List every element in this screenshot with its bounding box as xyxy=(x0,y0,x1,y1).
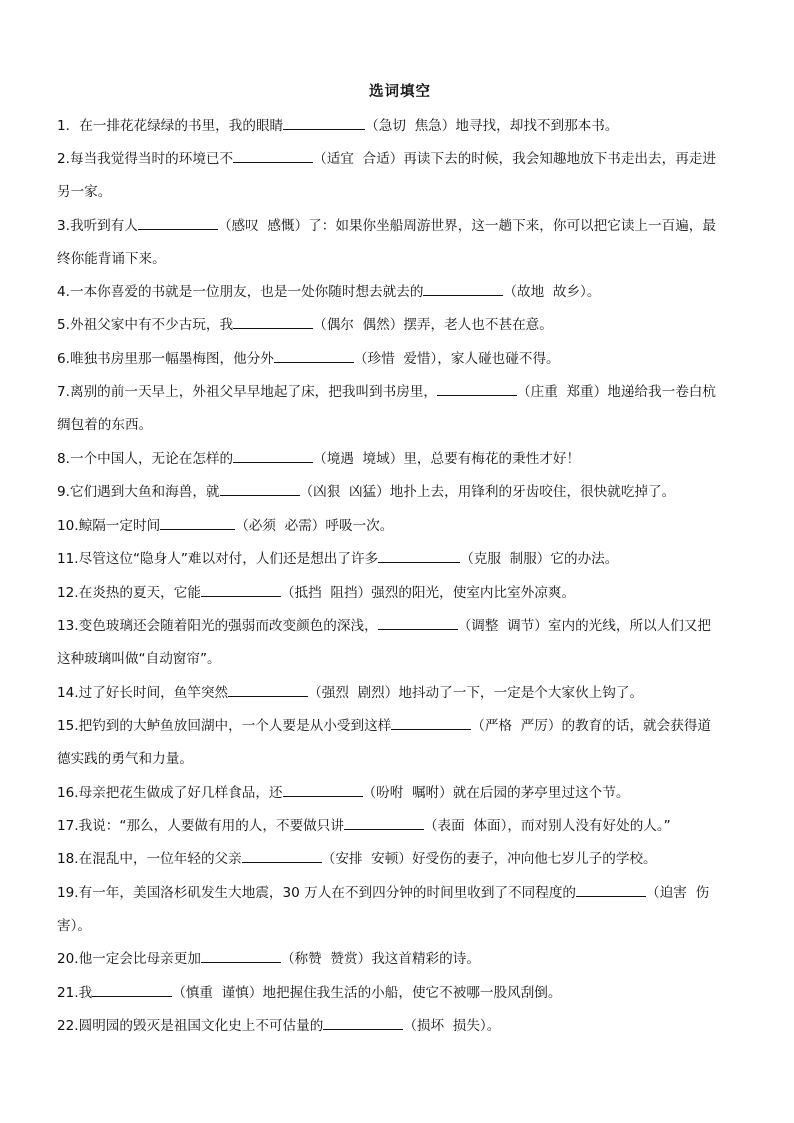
answer-blank[interactable] xyxy=(228,682,308,697)
question-text-after: 再读下去的时候，我会知趣地放下书走出去，再走进 xyxy=(403,151,716,167)
question-number: 17. xyxy=(57,818,79,834)
question-13 xyxy=(57,610,743,643)
answer-blank[interactable] xyxy=(233,148,313,163)
answer-blank[interactable] xyxy=(233,314,313,329)
word-options: （感叹 感慨） xyxy=(217,218,309,234)
answer-blank[interactable] xyxy=(138,215,218,230)
word-options: （故地 故乡） xyxy=(503,284,587,300)
question-number: 2. xyxy=(57,151,70,167)
answer-blank[interactable] xyxy=(220,481,300,496)
question-15 xyxy=(57,710,743,743)
question-number: 5. xyxy=(57,317,70,333)
question-text-before: 在一排花花绿绿的书里，我的眼睛 xyxy=(79,118,284,134)
word-options: （珍惜 爱惜） xyxy=(353,351,438,367)
question-13-continuation: 这种玻璃叫做“自动窗帘”。 xyxy=(57,651,221,667)
question-3-continuation: 终你能背诵下来。 xyxy=(57,251,166,267)
question-16 xyxy=(57,777,743,810)
question-2 xyxy=(57,143,743,176)
question-5 xyxy=(57,309,743,342)
question-number: 18. xyxy=(57,851,79,867)
question-number: 13. xyxy=(57,618,79,634)
question-text-after: 地寻找，却找不到那本书。 xyxy=(455,118,619,134)
answer-blank[interactable] xyxy=(274,348,354,363)
question-9 xyxy=(57,476,743,509)
question-22 xyxy=(57,1010,743,1043)
word-options: （克服 制服） xyxy=(460,551,551,567)
question-17 xyxy=(57,810,743,843)
question-number: 22. xyxy=(57,1018,79,1034)
answer-blank[interactable] xyxy=(283,782,363,797)
question-number: 7. xyxy=(57,384,70,400)
word-options: （调整 调节） xyxy=(457,618,548,634)
question-number: 10. xyxy=(57,518,79,534)
question-19 xyxy=(57,877,743,910)
question-text-before: 外祖父家中有不少古玩，我 xyxy=(69,317,234,333)
question-text-after: 我这首精彩的诗。 xyxy=(371,951,480,967)
answer-blank[interactable] xyxy=(391,715,471,730)
question-number: 4. xyxy=(57,284,70,300)
answer-blank[interactable] xyxy=(160,515,235,530)
question-number: 21. xyxy=(57,985,79,1001)
question-text-after: 地递给我一卷白杭 xyxy=(607,384,716,400)
word-options: （吩咐 嘱咐） xyxy=(362,785,453,801)
word-options: （损坏 损失） xyxy=(403,1018,487,1034)
word-options: （强烈 剧烈） xyxy=(308,685,399,701)
answer-blank[interactable] xyxy=(437,381,517,396)
answer-blank[interactable] xyxy=(344,815,424,830)
question-text-before: 在炎热的夏天，它能 xyxy=(78,585,201,601)
question-number: 16. xyxy=(57,785,79,801)
question-text-after: 地把握住我生活的小船，使它不被哪一股风刮倒。 xyxy=(262,985,562,1001)
question-8 xyxy=(57,443,743,476)
question-number: 6. xyxy=(57,351,70,367)
question-2-continuation: 另一家。 xyxy=(57,184,112,200)
answer-blank[interactable] xyxy=(378,548,460,563)
answer-blank[interactable] xyxy=(92,982,172,997)
question-text-before: 把钓到的大鲈鱼放回湖中，一个人要是从小受到这样 xyxy=(78,718,392,734)
question-text-after: 摆弄，老人也不甚在意。 xyxy=(403,317,553,333)
question-text-before: 在混乱中，一位年轻的父亲 xyxy=(78,851,242,867)
question-14 xyxy=(57,677,743,710)
question-text-before: 圆明园的毁灭是祖国文化史上不可估量的 xyxy=(78,1018,324,1034)
question-text-before: 变色玻璃还会随着阳光的强弱而改变颜色的深浅， xyxy=(78,618,378,634)
question-text-before: 他一定会比母亲更加 xyxy=(78,951,201,967)
question-text-after: 室内的光线，所以人们又把 xyxy=(547,618,712,634)
question-21 xyxy=(57,977,743,1010)
word-options: （凶狠 凶猛） xyxy=(299,484,390,500)
answer-blank[interactable] xyxy=(323,1015,403,1030)
answer-blank[interactable] xyxy=(201,582,281,597)
question-text-before: 尽管这位“隐身人”难以对付，人们还是想出了许多 xyxy=(78,551,379,567)
question-6 xyxy=(57,343,743,376)
question-text-after: 就在后园的茅亭里过这个节。 xyxy=(452,785,630,801)
question-20 xyxy=(57,943,743,976)
question-text-before: 离别的前一天早上，外祖父早早地起了床，把我叫到书房里， xyxy=(69,384,438,400)
question-text-after: 。 xyxy=(486,1018,501,1034)
answer-blank[interactable] xyxy=(423,281,503,296)
question-text-after: 地扑上去，用锋利的牙齿咬住，很快就吃掉了。 xyxy=(389,484,676,500)
word-options: （必须 必需） xyxy=(235,518,326,534)
question-number: 19. xyxy=(57,885,79,901)
question-number: 20. xyxy=(57,951,79,967)
question-number: 12. xyxy=(57,585,79,601)
question-text-before: 我说：“那么，人要做有用的人，不要做只讲 xyxy=(78,818,344,834)
question-4 xyxy=(57,276,743,309)
question-7 xyxy=(57,376,743,409)
question-1 xyxy=(57,110,743,143)
word-options: （境遇 境域） xyxy=(313,451,404,467)
question-text-before: 一个中国人，无论在怎样的 xyxy=(69,451,234,467)
question-text-before: 鲸隔一定时间 xyxy=(78,518,161,534)
word-options: （适宜 合适） xyxy=(313,151,404,167)
question-text-after: ，而对别人没有好处的人。” xyxy=(507,818,671,834)
answer-blank[interactable] xyxy=(283,115,365,130)
question-10 xyxy=(57,510,743,543)
question-text-before: 我 xyxy=(78,985,93,1001)
answer-blank[interactable] xyxy=(378,615,458,630)
question-18 xyxy=(57,843,743,876)
question-text-after: 它的办法。 xyxy=(550,551,619,567)
question-number: 15. xyxy=(57,718,79,734)
question-7-continuation: 绸包着的东西。 xyxy=(57,417,153,433)
answer-blank[interactable] xyxy=(201,948,281,963)
question-15-continuation: 德实践的勇气和力量。 xyxy=(57,751,193,767)
question-text-after: 里，总要有梅花的秉性才好！ xyxy=(403,451,581,467)
question-text-before: 一本你喜爱的书就是一位朋友，也是一处你随时想去就去的 xyxy=(69,284,424,300)
word-options: （安排 安顿） xyxy=(321,851,412,867)
question-11 xyxy=(57,543,743,576)
question-text-before: 我听到有人 xyxy=(69,218,138,234)
question-number: 11. xyxy=(57,551,79,567)
question-number: 14. xyxy=(57,685,79,701)
question-text-before: 有一年，美国洛杉矶发生大地震，30 万人在不到四分钟的时间里收到了不同程度的 xyxy=(78,885,577,901)
answer-blank[interactable] xyxy=(576,882,646,897)
question-text-before: 过了好长时间，鱼竿突然 xyxy=(78,685,229,701)
question-text-before: 母亲把花生做成了好几样食品，还 xyxy=(78,785,283,801)
question-text-before: 每当我觉得当时的环境已不 xyxy=(69,151,234,167)
question-text-after: 地抖动了一下，一定是个大家伙上钩了。 xyxy=(398,685,644,701)
word-options: （庄重 郑重） xyxy=(517,384,608,400)
word-options: （严格 严厉） xyxy=(471,718,562,734)
word-options: （表面 体面） xyxy=(423,818,508,834)
answer-blank[interactable] xyxy=(242,848,322,863)
answer-blank[interactable] xyxy=(233,448,313,463)
question-number: 1． xyxy=(57,118,80,134)
question-text-after: 了：如果你坐船周游世界，这一趟下来，你可以把它读上一百遍，最 xyxy=(308,218,716,234)
question-text-before: 唯独书房里那一幅墨梅图，他分外 xyxy=(69,351,274,367)
question-text-after: 好受伤的妻子，冲向他七岁儿子的学校。 xyxy=(411,851,657,867)
question-text-after: 的教育的话，就会获得道 xyxy=(561,718,712,734)
page-title: 选词填空 xyxy=(369,84,431,100)
question-12 xyxy=(57,577,743,610)
question-text-after: ，家人碰也碰不得。 xyxy=(437,351,560,367)
question-text-before: 它们遇到大鱼和海兽，就 xyxy=(69,484,220,500)
word-options: （慎重 谨慎） xyxy=(172,985,263,1001)
question-text-after: 。 xyxy=(586,284,601,300)
word-options: （抵挡 阻挡） xyxy=(280,585,372,601)
question-number: 8. xyxy=(57,451,70,467)
question-text-after: 呼吸一次。 xyxy=(325,518,394,534)
question-text-after: 强烈的阳光，使室内比室外凉爽。 xyxy=(371,585,576,601)
word-options: （偶尔 偶然） xyxy=(313,317,404,333)
question-number: 3. xyxy=(57,218,70,234)
question-number: 9. xyxy=(57,484,70,500)
word-options: （称赞 赞赏） xyxy=(280,951,372,967)
word-options: （急切 焦急） xyxy=(365,118,456,134)
question-3 xyxy=(57,210,743,243)
word-options: （迫害 伤 xyxy=(646,885,710,901)
question-19-continuation: 害）。 xyxy=(57,918,91,934)
